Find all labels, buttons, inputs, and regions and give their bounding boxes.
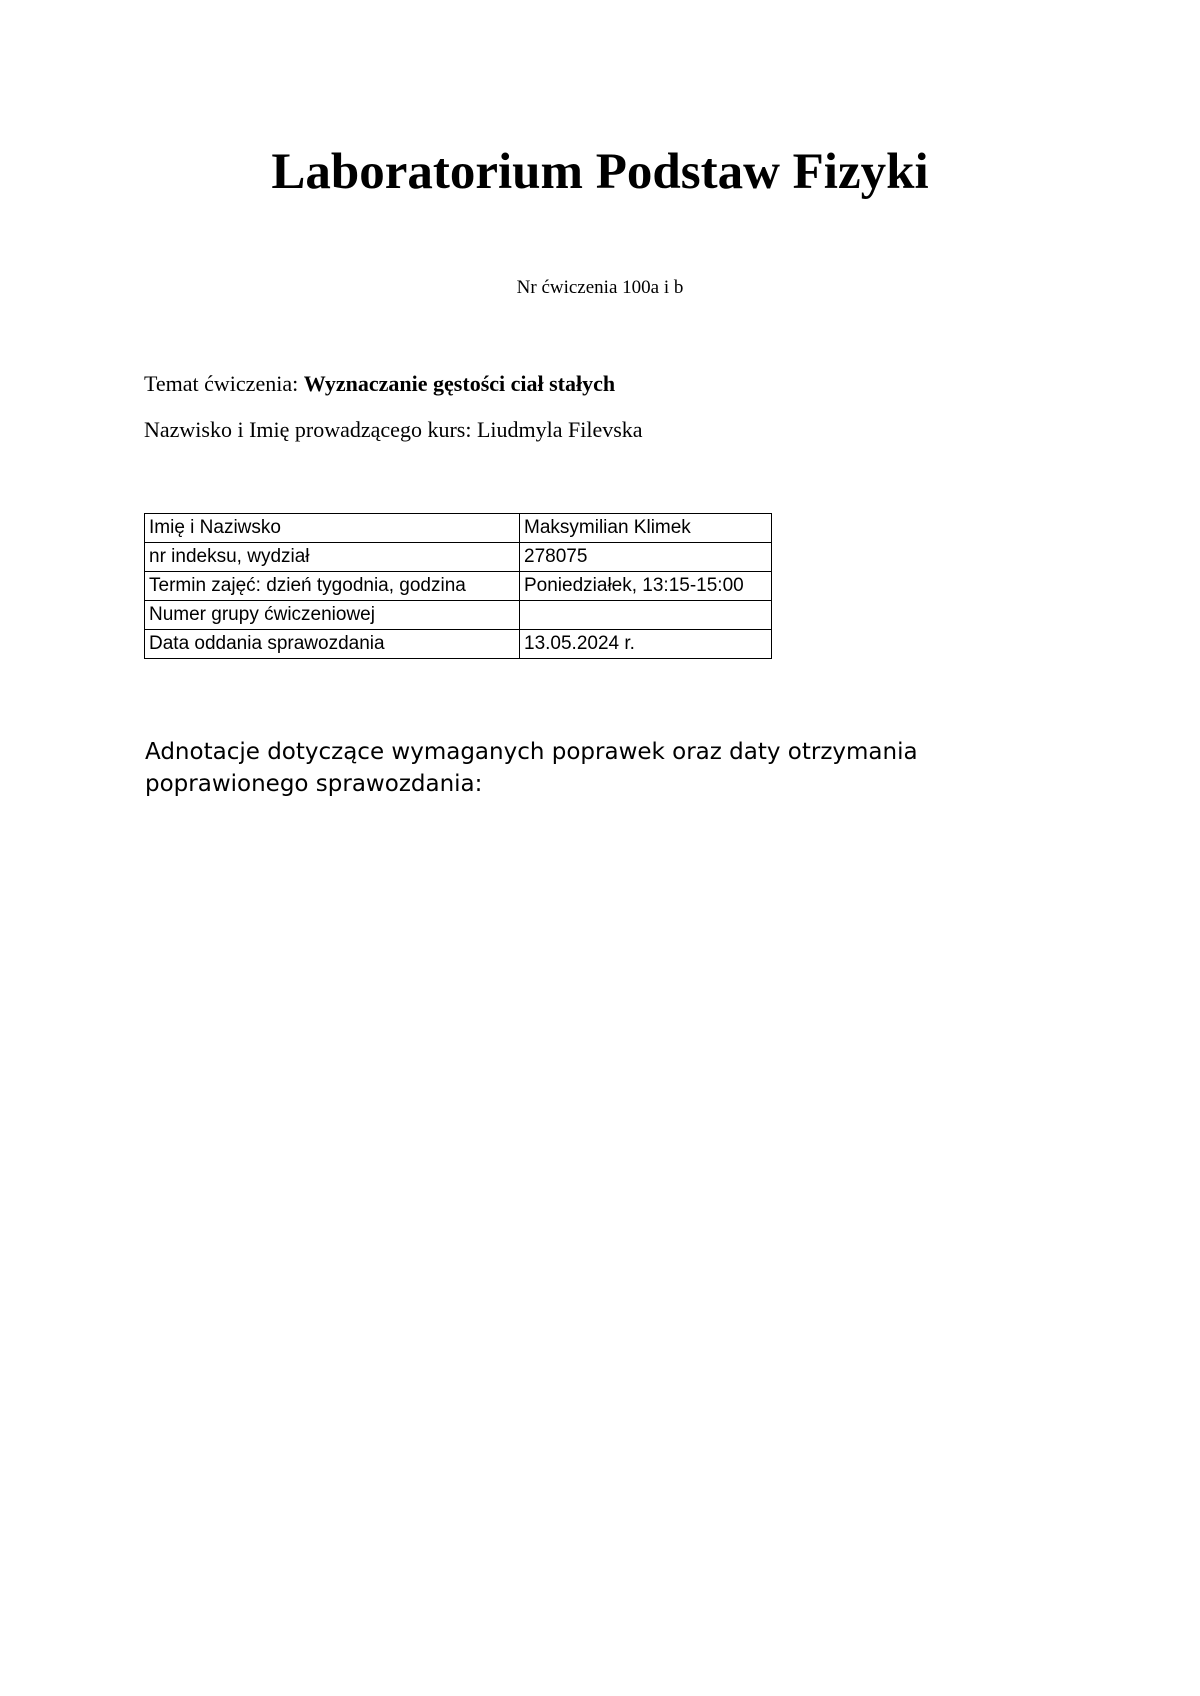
table-row [145, 543, 772, 572]
row-label-submission-date: Data oddania sprawozdania [145, 630, 520, 659]
table-row [145, 601, 772, 630]
topic-value: Wyznaczanie gęstości ciał stałych [303, 371, 616, 396]
document-title: Laboratorium Podstaw Fizyki [271, 144, 929, 200]
student-info-table [144, 513, 772, 659]
table-row [145, 630, 772, 659]
row-label-name: Imię i Naziwsko [145, 514, 520, 543]
row-value-group [520, 601, 772, 630]
table-row [145, 514, 772, 543]
topic-label: Temat ćwiczenia: [144, 371, 304, 396]
row-value-schedule: Poniedziałek, 13:15-15:00 [520, 572, 772, 601]
instructor-line: Nazwisko i Imię prowadzącego kurs: Liudmyla Filevska [144, 417, 643, 442]
row-value-index: 278075 [520, 543, 772, 572]
topic-line [144, 370, 615, 398]
exercise-number: Nr ćwiczenia 100a i b [516, 277, 684, 298]
row-label-index: nr indeksu, wydział [145, 543, 520, 572]
row-value-submission-date: 13.05.2024 r. [520, 630, 772, 659]
annotations-heading: Adnotacje dotyczące wymaganych poprawek oraz daty otrzymania poprawionego sprawozdania: [145, 739, 918, 797]
row-value-name: Maksymilian Klimek [520, 514, 772, 543]
table-row [145, 572, 772, 601]
row-label-schedule: Termin zajęć: dzień tygodnia, godzina [145, 572, 520, 601]
row-label-group: Numer grupy ćwiczeniowej [145, 601, 520, 630]
